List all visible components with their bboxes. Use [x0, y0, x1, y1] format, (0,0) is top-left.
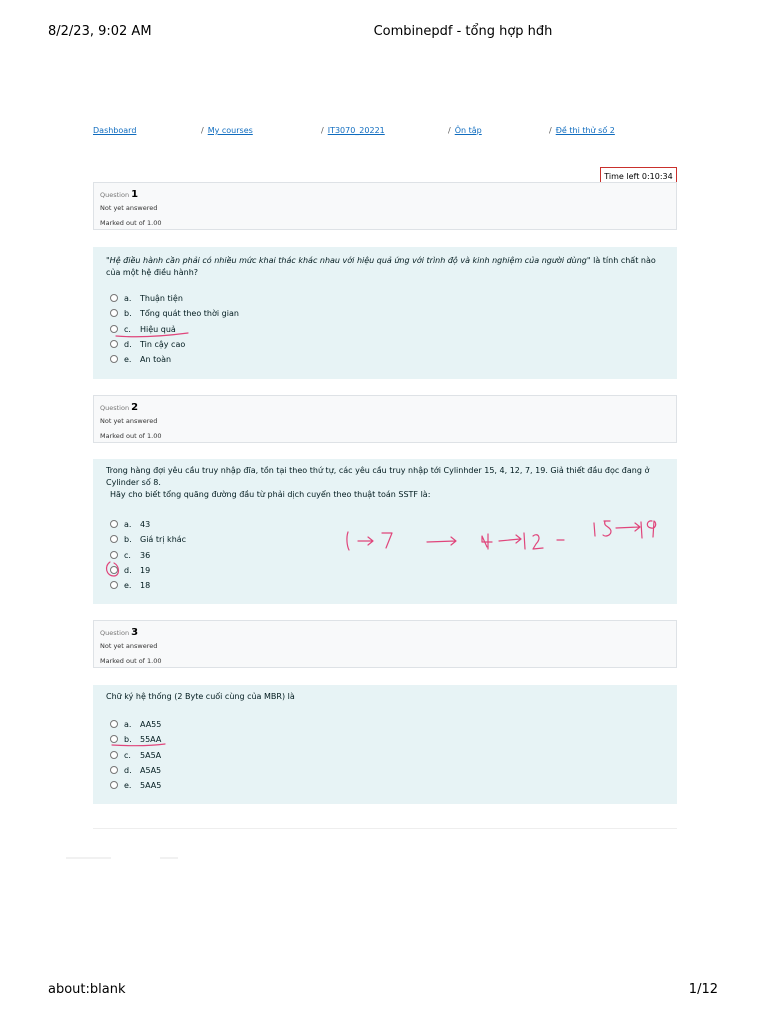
radio-button[interactable]	[110, 551, 118, 559]
option-letter: e.	[124, 355, 132, 364]
option-letter: e.	[124, 781, 132, 790]
option-a[interactable]	[110, 293, 183, 305]
question-content-1	[93, 247, 677, 379]
option-text: Tin cậy cao	[140, 340, 186, 349]
option-letter: b.	[124, 735, 132, 744]
breadcrumb-item-my-courses[interactable]	[201, 126, 253, 135]
radio-button[interactable]	[110, 735, 118, 743]
question-text-line-1: Trong hàng đợi yêu cầu truy nhập đĩa, tồn tại theo thứ tự, các yêu cầu truy nhập tới Cylinhder 15, 4, 12, 7, 19. Giả thiết đầu đọc đang ở Cylinder số 8.	[106, 466, 650, 487]
question-text-line-2: Hãy cho biết tổng quãng đường đầu từ phải dịch cuyển theo thuật toán SSTF là:	[110, 490, 431, 499]
question-state: Not yet answered	[100, 204, 158, 212]
option-text: Giá trị khác	[140, 535, 187, 544]
radio-button[interactable]	[110, 766, 118, 774]
option-letter: d.	[124, 766, 132, 775]
question-grade: Marked out of 1.00	[100, 219, 162, 227]
option-text: Tổng quát theo thời gian	[140, 309, 239, 318]
question-prefix: Question	[100, 404, 130, 412]
question-content-2	[93, 459, 677, 604]
breadcrumb-link[interactable]: Dashboard	[93, 126, 137, 135]
question-grade: Marked out of 1.00	[100, 432, 162, 440]
question-info-1	[93, 182, 677, 230]
quiz-timer: Time left 0:10:34	[600, 167, 677, 186]
question-prefix: Question	[100, 191, 130, 199]
radio-button[interactable]	[110, 751, 118, 759]
option-e[interactable]	[110, 354, 171, 366]
question-grade: Marked out of 1.00	[100, 657, 162, 665]
question-content-3	[93, 685, 677, 804]
option-text: 5AA5	[140, 781, 162, 790]
question-number	[100, 189, 138, 200]
option-a[interactable]	[110, 519, 150, 531]
option-letter: d.	[124, 566, 132, 575]
radio-button[interactable]	[110, 294, 118, 302]
option-letter: c.	[124, 751, 131, 760]
breadcrumb-link[interactable]: Đề thi thử số 2	[555, 126, 615, 135]
option-text: 43	[140, 520, 151, 529]
option-letter: d.	[124, 340, 132, 349]
breadcrumb-separator: /	[549, 126, 552, 135]
breadcrumb-item-dashboard[interactable]	[93, 126, 136, 135]
breadcrumb	[93, 126, 677, 140]
print-datetime: 8/2/23, 9:02 AM	[48, 24, 152, 39]
option-e[interactable]	[110, 580, 150, 592]
print-page-number: 1/12	[688, 982, 718, 997]
question-state: Not yet answered	[100, 417, 158, 425]
option-c[interactable]	[110, 550, 150, 562]
question-state: Not yet answered	[100, 642, 158, 650]
option-text: Hiệu quả	[140, 325, 176, 334]
question-text	[106, 255, 662, 279]
option-letter: b.	[124, 535, 132, 544]
question-quote: "Hệ điều hành cần phải có nhiều mức khai thác khác nhau với hiệu quả ứng với trình độ và kinh nghiệm của người dùng"	[106, 256, 591, 265]
page-divider	[93, 828, 677, 829]
option-text: A5A5	[140, 766, 162, 775]
print-title: Combinepdf - tổng hợp hđh	[373, 24, 553, 39]
breadcrumb-separator: /	[321, 126, 324, 135]
option-text: 55AA	[140, 735, 162, 744]
option-letter: b.	[124, 309, 132, 318]
option-text: 18	[140, 581, 151, 590]
radio-button[interactable]	[110, 781, 118, 789]
option-letter: c.	[124, 551, 131, 560]
radio-button[interactable]	[110, 309, 118, 317]
question-number-value: 1	[131, 189, 139, 200]
option-text: AA55	[140, 720, 162, 729]
breadcrumb-separator: /	[448, 126, 451, 135]
option-letter: e.	[124, 581, 132, 590]
breadcrumb-separator: /	[201, 126, 204, 135]
question-text	[106, 465, 662, 501]
breadcrumb-link[interactable]: My courses	[207, 126, 253, 135]
option-b[interactable]	[110, 734, 161, 746]
breadcrumb-link[interactable]: Ôn tập	[454, 126, 482, 135]
print-url: about:blank	[48, 982, 126, 997]
question-number	[100, 402, 138, 413]
question-text-rest: là tính chất nào của một hệ điều hành?	[106, 256, 656, 277]
option-letter: a.	[124, 294, 132, 303]
option-d[interactable]	[110, 565, 150, 577]
option-a[interactable]	[110, 719, 161, 731]
question-info-2	[93, 395, 677, 443]
question-info-3	[93, 620, 677, 668]
option-text: 36	[140, 551, 151, 560]
option-text: 5A5A	[140, 751, 162, 760]
radio-button[interactable]	[110, 581, 118, 589]
breadcrumb-link[interactable]: IT3070_20221	[327, 126, 385, 135]
option-b[interactable]	[110, 308, 239, 320]
option-c[interactable]	[110, 750, 161, 762]
option-c[interactable]	[110, 324, 176, 336]
radio-button[interactable]	[110, 340, 118, 348]
radio-button[interactable]	[110, 520, 118, 528]
print-header	[0, 24, 768, 44]
question-prefix: Question	[100, 629, 130, 637]
question-number	[100, 627, 138, 638]
option-d[interactable]	[110, 765, 161, 777]
faint-remnant	[160, 857, 178, 859]
radio-button[interactable]	[110, 720, 118, 728]
question-number-value: 3	[131, 627, 139, 638]
option-d[interactable]	[110, 339, 185, 351]
radio-button[interactable]	[110, 325, 118, 333]
question-text: Chữ ký hệ thống (2 Byte cuối cùng của MBR) là	[106, 692, 295, 701]
breadcrumb-item-quiz[interactable]	[549, 126, 615, 135]
faint-remnant	[66, 857, 111, 859]
breadcrumb-item-course[interactable]	[321, 126, 385, 135]
question-number-value: 2	[131, 402, 139, 413]
option-letter: a.	[124, 520, 132, 529]
option-e[interactable]	[110, 780, 161, 792]
option-text: An toàn	[140, 355, 172, 364]
option-letter: a.	[124, 720, 132, 729]
radio-button[interactable]	[110, 535, 118, 543]
option-letter: c.	[124, 325, 131, 334]
radio-button[interactable]	[110, 355, 118, 363]
radio-button[interactable]	[110, 566, 118, 574]
option-b[interactable]	[110, 534, 186, 546]
breadcrumb-item-on-tap[interactable]	[448, 126, 482, 135]
option-text: Thuận tiện	[140, 294, 183, 303]
option-text: 19	[140, 566, 151, 575]
